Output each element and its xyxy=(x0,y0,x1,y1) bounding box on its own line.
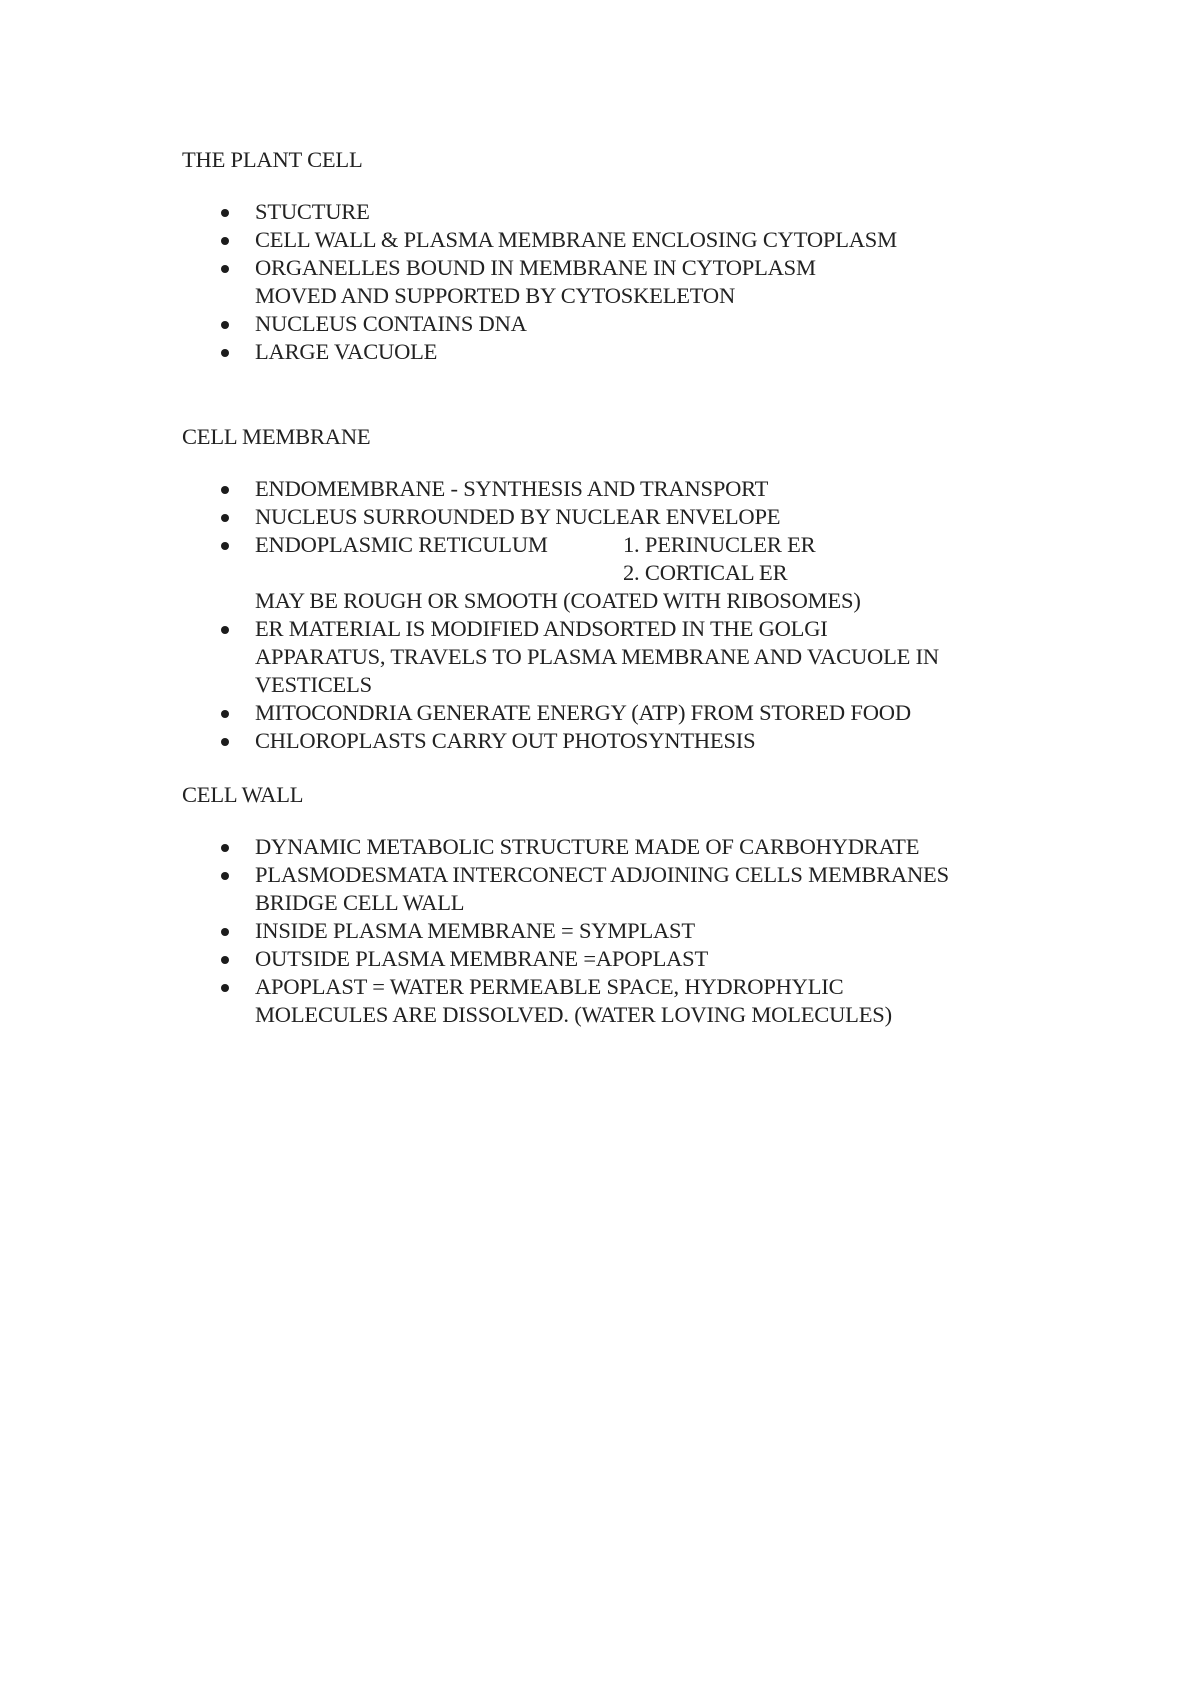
bullet-icon xyxy=(221,626,229,634)
document-body xyxy=(182,146,1082,1029)
plant-cell-list xyxy=(182,198,1082,366)
list-item: NUCLEUS SURROUNDED BY NUCLEAR ENVELOPE xyxy=(182,503,1082,531)
section-heading-cell-membrane: CELL MEMBRANE xyxy=(182,424,371,449)
bullet-icon xyxy=(221,209,229,217)
bullet-icon xyxy=(221,265,229,273)
bullet-icon xyxy=(221,514,229,522)
bullet-icon xyxy=(221,738,229,746)
er-label: ENDOPLASMIC RETICULUM xyxy=(255,532,548,557)
bullet-icon xyxy=(221,542,229,550)
bullet-icon xyxy=(221,237,229,245)
cell-wall-list xyxy=(182,833,1082,1029)
er-sublist-item: 2. CORTICAL ER xyxy=(623,560,788,585)
bullet-icon xyxy=(221,872,229,880)
bullet-icon xyxy=(221,486,229,494)
list-item: ENDOMEMBRANE - SYNTHESIS AND TRANSPORT xyxy=(182,475,1082,503)
cell-membrane-list xyxy=(182,475,1082,755)
list-item: ORGANELLES BOUND IN MEMBRANE IN CYTOPLASM MOVED AND SUPPORTED BY CYTOSKELETON xyxy=(182,254,1082,310)
list-item: DYNAMIC METABOLIC STRUCTURE MADE OF CARBOHYDRATE xyxy=(182,833,1082,861)
list-item: NUCLEUS CONTAINS DNA xyxy=(182,310,1082,338)
bullet-icon xyxy=(221,844,229,852)
list-item: OUTSIDE PLASMA MEMBRANE =APOPLAST xyxy=(182,945,1082,973)
list-item: MITOCONDRIA GENERATE ENERGY (ATP) FROM STORED FOOD xyxy=(182,699,1082,727)
list-item: CHLOROPLASTS CARRY OUT PHOTOSYNTHESIS xyxy=(182,727,1082,755)
list-item: INSIDE PLASMA MEMBRANE = SYMPLAST xyxy=(182,917,1082,945)
list-item: LARGE VACUOLE xyxy=(182,338,1082,366)
bullet-icon xyxy=(221,928,229,936)
list-item: CELL WALL & PLASMA MEMBRANE ENCLOSING CYTOPLASM xyxy=(182,226,1082,254)
bullet-icon xyxy=(221,710,229,718)
list-item: STUCTURE xyxy=(182,198,1082,226)
list-item: PLASMODESMATA INTERCONECT ADJOINING CELLS MEMBRANES BRIDGE CELL WALL xyxy=(182,861,1082,917)
list-item: APOPLAST = WATER PERMEABLE SPACE, HYDROPHYLIC MOLECULES ARE DISSOLVED. (WATER LOVING MOLECULES) xyxy=(182,973,1082,1029)
bullet-icon xyxy=(221,321,229,329)
er-sublist-item: 1. PERINUCLER ER xyxy=(623,532,816,557)
list-item xyxy=(182,531,1082,615)
bullet-icon xyxy=(221,349,229,357)
bullet-icon xyxy=(221,956,229,964)
bullet-icon xyxy=(221,984,229,992)
list-item: ER MATERIAL IS MODIFIED ANDSORTED IN THE GOLGI APPARATUS, TRAVELS TO PLASMA MEMBRANE AND VACUOLE IN VESTICELS xyxy=(182,615,1082,699)
section-heading-cell-wall: CELL WALL xyxy=(182,782,304,807)
er-continuation: MAY BE ROUGH OR SMOOTH (COATED WITH RIBOSOMES) xyxy=(255,588,861,613)
section-heading-plant-cell: THE PLANT CELL xyxy=(182,147,363,172)
